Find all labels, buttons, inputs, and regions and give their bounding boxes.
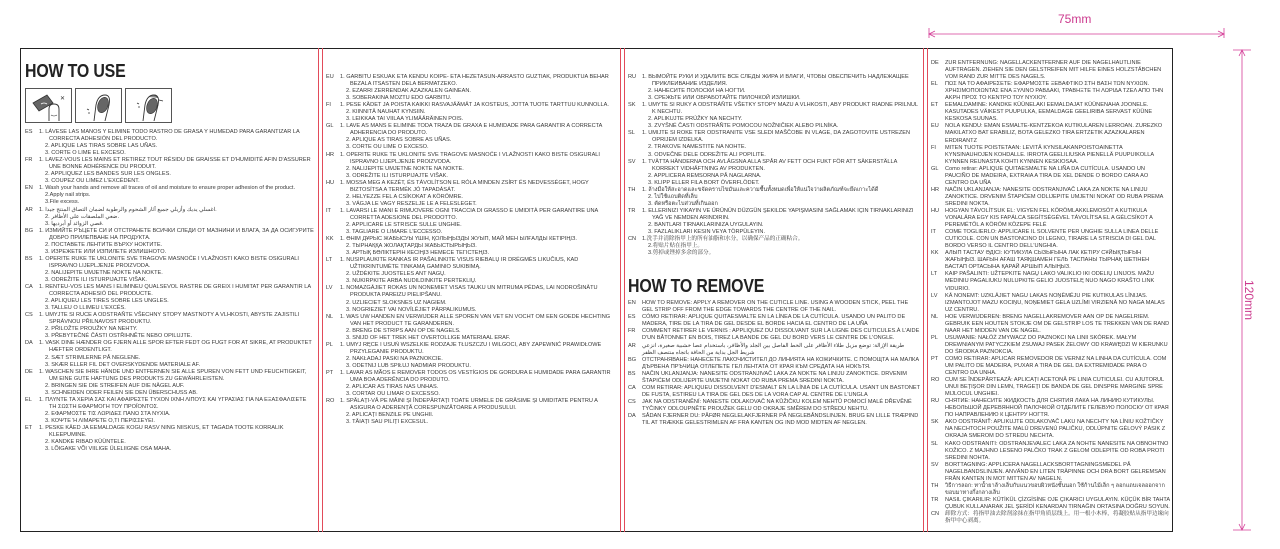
language-code: BG: [25, 227, 34, 234]
instruction-step: 2.将贴片贴在指甲上。: [648, 243, 704, 250]
removal-text: CUM SE ÎNDEPĂRTEAZĂ: APLICAȚI ACETONĂ PE LINIA CUTICULEI. CU AJUTORUL UNUI BEȚIȘOR DIN LEMN, TRAGEȚI DE BANDA DE GEL DINSPRE MARGINE SPRE MIJLOCUL UNGHIEI.: [945, 377, 1164, 398]
removal-text: JAK NA ODSTRANĚNÍ: NANESTE ODLAKOVAČ NA KŮŽIČKU KOLEM NEHTŮ POMOCÍ MALÉ DŘEVĚNÉ TYČINKY ODLOUPNĚTE PROUŽEK GELU OD OKRAJE SMĚREM DO STŘEDU NEHTU.: [642, 398, 912, 412]
instruction-step: 3. SCHNEIDEN ODER FEILEN SIE DEN ÜBERSCHUSS AB.: [45, 389, 198, 396]
instruction-step: 2. NAKŁADAJ PASKI NA PAZNOKCIE.: [346, 355, 443, 362]
language-code: ET: [931, 102, 939, 109]
removal-text: CÓMO RETIRAR: APLIQUE QUITAESMALTE EN LA LÍNEA DE LA CUTÍCULA. USANDO UN PALITO DE MADERA, TIRE DE LA TIRA DE GEL DESDE EL BORDE HACIA EL CENTRO DE LA UÑA: [642, 314, 906, 328]
instruction-step: 3. TAGLIARE O LIMARE L'ECCESSO.: [346, 229, 443, 236]
instruction-step: 2. KANDKE RIBAD KÜÜNTELE.: [45, 439, 126, 446]
removal-entry: [931, 271, 1171, 292]
fold-line: [620, 48, 625, 532]
instruction-step: 3. FAZLALIKLARI KESIN VEYA TÖRPÜLEYIN.: [648, 229, 765, 236]
removal-text: NASIL ÇIKARILIR: KÜTİKÜL ÇİZGİSİNE OJE ÇIKARICI UYGULAYIN. KÜÇÜK BİR TAHTA ÇUBUK KULLANARAK JEL ŞERİDİ KENARDAN TIRNAĞIN ORTASINA DOĞRU SOYUN.: [945, 496, 1170, 510]
language-code: NL: [931, 313, 939, 320]
instruction-icons: [25, 88, 315, 123]
apply-strip-icon: [75, 88, 122, 123]
removal-entry: [628, 300, 920, 314]
instruction-step: 3. قصي الزوائد أو أبرديها.: [45, 220, 104, 227]
language-code: DA: [25, 340, 33, 347]
instruction-step: 3. АРТЫҚ БӨЛІКТЕРІН КЕСІҢІЗ НЕМЕСЕ ТЕГІСТЕҢІЗ.: [346, 250, 489, 257]
instruction-step: 3. ΚΟΨΤΕ Ή ΛΙΜΑΡΕΤΕ Ο,ΤΙ ΠΕΡΙΣΣΕΥΕΙ.: [45, 417, 155, 424]
removal-entry: [628, 413, 920, 427]
language-code: SK: [628, 102, 636, 109]
instruction-entry: [326, 398, 616, 426]
language-code: PT: [326, 369, 334, 376]
instruction-step: 3. ИЗРЕЖЕТЕ ИЛИ ИЗПИЛЕТЕ ИЗЛИШНОТО.: [45, 248, 167, 255]
instruction-entry: [326, 342, 616, 370]
instruction-step: 2. BANTLARI TIRNAKLARINIZA UYGULAYIN.: [648, 221, 764, 228]
language-code: SL: [628, 130, 635, 137]
removal-text: HOE VERWIJDEREN: BRENG NAGELLAKREMOVER AAN OP DE NAGELRIEM. GEBRUIK EEN HOUTEN STOKJE OM DE GELSTRIP LOS TE TREKKEN VAN DE RAND NAAR HET MIDDEN VAN DE NAGEL.: [945, 313, 1170, 334]
how-to-remove-title: HOW TO REMOVE: [628, 275, 765, 297]
instruction-step: 2. ΕΦΑΡΜΟΣΤΕ ΤΙΣ ΛΩΡΙΔΕΣ ΠΑΝΩ ΣΤΑ ΝΥΧΙΑ.: [45, 410, 171, 417]
removal-text: HOW TO REMOVE: APPLY A REMOVER ON THE CUTICLE LINE. USING A WOODEN STICK, PEEL THE GEL STRIP OFF FROM THE EDGE TOWARDS THE CENTRE OF THE NAIL.: [642, 300, 909, 314]
instruction-step: 1. ӨНІМ ДҰРЫС ЖАБЫСУЫ ҮШІН, ҚОЛЫҢЫЗДЫ ЖУЫП, МАЙ МЕН ЫЛҒАЛДЫ КЕТІРІҢІЗ.: [340, 236, 577, 243]
language-code: EN: [628, 300, 636, 307]
language-code: LT: [931, 271, 938, 278]
instruction-entry: [25, 157, 315, 185]
removal-text: COMMENT RETIRER LE VERNIS : APPLIQUEZ DU DISSOLVANT SUR LA LIGNE DES CUTICULES.À L'AIDE D'UN BÂTONNET EN BOIS, TIREZ LA BANDE DE GEL DU BORD VERS LE CENTRE DE L'ONGLE.: [642, 328, 920, 342]
instruction-entry: [628, 236, 920, 257]
panel-4: [931, 50, 1171, 530]
instruction-entry: [628, 130, 920, 158]
removal-text: طريقة الإزالة: توضع مزيل طلاء الأظافر على الخط الفاصل بين الجلد والأظافر، باستخدام عصا خشبية صغيرة، انزعي شريط الجل بداية من الحافة باتجاه منتصف الظفر: [642, 342, 905, 356]
instruction-step: 3. CORTAR OU LIMAR O EXCESSO.: [346, 391, 440, 398]
removal-text: EEMALDAMINE: KANDKE KÜÜNELAKI EEMALDAJAT KÜÜNENAHA JOONELE. KASUTADES VÄIKEST PUUPULKA, EEMALDAGE GEELIRIBA SERVAST KÜÜNE KESKOSA SUUNAS.: [945, 102, 1153, 123]
instruction-step: 2. NALIJEPITE UMJETNE NOKTE NA NOKTE.: [45, 269, 163, 276]
instruction-entry: [25, 340, 315, 368]
instruction-step: 1. LAVEZ-VOUS LES MAINS ET RETIREZ TOUT RÉSIDU DE GRAISSE ET D'HUMIDITÉ AFIN D'ASSURER UNE BONNE ADHÉRENCE DU PRODUIT.: [39, 157, 311, 171]
instruction-step: 3. SKÆR ELLER FIL DET OVERSKYDENDE MATERIALE AF.: [45, 361, 201, 368]
language-code: KK: [326, 236, 334, 243]
instruction-entry: [326, 102, 616, 123]
removal-entry: [931, 187, 1171, 208]
instruction-step: 3. ODVEČNE DELE ODREŽITE ALI POPILITE.: [648, 151, 766, 158]
language-code: TH: [931, 482, 939, 489]
language-code: FI: [326, 102, 331, 109]
removal-text: АЛЫП ТАСТАУ ӘДІСІ: КУТИКУЛА СЫЗЫҒЫНА ЛАК КЕТІРУ СҰЙЫҚТЫҒЫН ЖАҒЫҢЫЗ. ШАҒЫН АҒАШ ТАЯҚШАМЕН ГЕЛЬ ТАСПАНЫ ТЫРНАҚ ШЕТІНЕН БАСТАП ОРТАСЫНА ҚАРАЙ АРШЫП АЛЫҢЫЗ.: [945, 250, 1150, 271]
instruction-entry: [25, 129, 315, 157]
instruction-entry: [628, 159, 920, 187]
language-code: PL: [931, 334, 938, 341]
instruction-entry: [326, 257, 616, 285]
removal-text: ΠΩΣ ΝΑ ΤΟ ΑΦΑΙΡΕΣΕΤΕ: ΕΦΑΡΜΟΣΤΕ ΞΕΒΑΦΤΙΚΟ ΣΤΗ ΒΑΣΗ ΤΩΝ ΝΥΧΙΩΝ. ΧΡΗΣΙΜΟΠΟΙΩΝΤΑΣ ΕΝΑ ΞΥΛΙΝΟ ΡΑΒΔΑΚΙ, ΤΡΑΒΗΞΤΕ ΤΗ ΛΩΡΙΔΑ ΤΖΕΛ ΑΠΟ ΤΗΝ ΑΚΡΗ ΠΡΟΣ ΤΟ ΚΕΝΤΡΟ ΤΟΥ ΝΥΧΙΟΥ.: [945, 81, 1164, 102]
instruction-step: 3. SNIJD OF HET TREK HET OVERTOLLIGE MATERIAAL ERAF.: [346, 334, 511, 341]
language-code: RO: [326, 398, 335, 405]
instruction-step: 3. ZVYŠNÉ ČASTI ODSTRÁŇTE POMOCOU NOŽNIČIEK ALEBO PILNÍKA.: [648, 123, 839, 130]
svg-text:✕: ✕: [59, 95, 65, 102]
instruction-step: 3. KLIPP ELLER FILA BORT ÖVERFLÖDET.: [648, 179, 760, 186]
instruction-step: 1. VASK DINE HÆNDER OG FJERN ALLE SPOR EFTER FEDT OG FUGT FOR AT SIKRE, AT PRODUKTET HÆFTER ORDENTLIGT.: [39, 340, 312, 354]
removal-text: HOGYAN TÁVOLÍTSUK EL: VIGYEN FEL KÖRÖMLAKKLEMOSÓT A KUTIKULA VONALÁRA EGY KIS FAPÁLCA SEGÍTSÉGÉVEL TÁVOLÍTSA EL A GÉLCSÍKOT A PEREMÉTŐL A KÖRÖM KÖZEPE FELÉ: [945, 207, 1153, 229]
removal-text: วิธีการลอก: ทาน้ำยาล้างเล็บกับแนวขอบผิวหนังชั้นนอก ใช้ก้านไม้เล็ก ๆ ลอกแถบเจลออกจากขอบมาทางกึ่งกลางเล็บ: [945, 482, 1165, 496]
removal-text: AKO ODSTRÁNIŤ: APLIKUJTE ODLAKOVAČ LAKU NA NECHTY NA LÍNIU KOŽTIČKY NA NECHTOCH POUŽITE MALÚ DREVENÚ PALIČKU, ODLÚPNITE GÉLOVÝ PÁSIK Z OKRAJA SMEROM DO STREDU NECHTA.: [945, 419, 1166, 440]
language-code: BG: [628, 356, 637, 363]
language-code: LV: [326, 285, 333, 292]
instruction-step: 1. LÁVESE LAS MANOS Y ELIMINE TODO RASTRO DE GRASA Y HUMEDAD PARA GARANTIZAR LA CORRECTA ADHESIÓN DEL PRODUCTO.: [39, 129, 300, 143]
removal-text: ОТСТРАНЯВАНЕ: НАНЕСЕТЕ ЛАКОЧИСТИТЕЛ ДО ЛИНИЯТА НА КОЖИЧКИТЕ. С ПОМОЩТА НА МАЛКА ДЪРВЕНА ПРЪЧИЦА ОТЛЕПЕТЕ ГЕЛ ЛЕНТАТА ОТ КРАЯ КЪМ СРЕДАТА НА НОКЪТЯ.: [642, 356, 920, 370]
language-code: EN: [25, 185, 33, 192]
instruction-step: 1. ล้างมือให้สะอาดและขจัดคราบไขมันและความชื้นทั้งหมดเพื่อให้แน่ใจว่าผลิตภัณฑ์จะยึดเกาะได้ดี: [642, 186, 879, 193]
removal-entry: [931, 497, 1171, 511]
instruction-step: 1. UMYJ RĘCE I USUŃ WSZELKIE RODZAJE TŁUSZCZU I WILGOCI, ABY ZAPEWNIĆ PRAWIDŁOWE PRZYLEGANIE PRODUKTU.: [340, 341, 602, 355]
instruction-entry: [326, 208, 616, 236]
instruction-step: 2. ТЫРНАҚҚА ЖОЛАҚТАРДЫ ЖАБЫСТЫРЫҢЫЗ.: [346, 243, 477, 250]
height-dimension: [1230, 48, 1260, 532]
language-code: TR: [628, 207, 636, 214]
instruction-step: 3. PŘEBYTEČNÉ ČÁSTI OSTŘIHNĚTE NEBO OPILUJTE.: [45, 333, 193, 340]
removal-entry: [931, 462, 1171, 483]
language-code: CA: [628, 384, 636, 391]
instruction-step: 3. COUPEZ OU LIMEZ L'EXCÉDENT.: [45, 178, 140, 185]
instruction-step: 1. ELLERINIZI YIKAYIN VE ÜRÜNÜN DÜZGÜN ŞEKILDE YAPIŞMASINI SAĞLAMAK IÇIN TIRNAKLARINIZI YAĞ VE NEMDEN ARINDIRIN.: [642, 207, 914, 221]
height-label: 120mm: [1242, 280, 1256, 321]
instruction-entry: [628, 208, 920, 236]
language-code: DE: [25, 368, 33, 375]
fold-line: [318, 48, 323, 532]
instruction-step: 3. CORTE OU LIME O EXCESO.: [346, 144, 429, 151]
language-code: ET: [25, 424, 33, 431]
instruction-step: 1. LAVAR AS MÃOS E REMOVER TODOS OS VESTÍGIOS DE GORDURA E HUMIDADE PARA GARANTIR UMA BOA ADERÊNCIA DO PRODUTO.: [340, 369, 611, 384]
instruction-entry: [25, 284, 315, 312]
instruction-step: 1. PESKE KÄED JA EEMALDAGE KOGU RASV NING NIISKUS, ET TAGADA TOOTE KORRALIK KLEEPUMINE.: [39, 424, 284, 439]
instruction-step: 1. LAVE AS MANS E ELIMINE TODA TRAZA DE GRAXA E HUMIDADE PARA GARANTIR A CORRECTA ADHERENCIA DO PRODUTO.: [340, 123, 603, 137]
removal-entry: [931, 419, 1171, 440]
instruction-entry: [628, 74, 920, 102]
removal-entry: [931, 102, 1171, 123]
removal-text: BORTTAGNING: APPLICERA NAGELLACKSBORTTAGNINGSMEDEL PÅ NAGELBANDSLINJEN. ANVÄND EN LITEN TRÄPINNE OCH DRA BORT GELREMSAN FRÅN KANTEN IN MOT MITTEN AV NAGELN.: [945, 461, 1166, 482]
language-code: EL: [931, 81, 938, 88]
language-code: DE: [931, 60, 939, 66]
instruction-step: 1. OPERITE RUKE TE UKLONITE SVE TRAGOVE MASNOĆE I VLAŽNOSTI KAKO BISTE OSIGURALI ISPRAVNO LIJEPLJENJE PROIZVODA.: [39, 255, 299, 269]
instruction-step: 1. اغسلي يديك وأزيلي جميع آثار الشحوم والرطوبة لضمان التصاق المنتج جيدا.: [39, 206, 217, 213]
how-to-use-instructions: [628, 74, 920, 257]
instruction-step: 1.洗手并清除指甲上的所有油脂和水分，以确保产品的正确粘合。: [642, 236, 804, 243]
removal-entry: [931, 60, 1171, 81]
language-code: CN: [628, 236, 637, 243]
instruction-entry: [326, 123, 616, 151]
language-code: BS: [628, 370, 636, 377]
removal-entry: [628, 314, 920, 328]
instruction-step: 2. APPLIQUEZ LES BANDES SUR LES ONGLES.: [45, 171, 171, 178]
removal-text: ZUR ENTFERNUNG: NAGELLACKENTFERNER AUF DIE NAGELHAUTLINIE AUFTRAGEN. ZIEHEN SIE DEN GELSTREIFEN MIT HILFE EINES HOLZSTÄBCHEN VOM RAND ZUR MITTE DES NAGELS.: [945, 60, 1162, 81]
instruction-step: 1. SPĂLAȚI-VĂ PE MÂINI ȘI ÎNDEPĂRTAȚI TOATE URMELE DE GRĂSIME ȘI UMIDITATE PENTRU A ASIGURA O ADERENȚĂ CORESPUNZĂTOARE A PRODUSULUI.: [340, 398, 598, 412]
language-code: KK: [931, 250, 939, 257]
removal-entry: [931, 314, 1171, 335]
removal-text: NOLA KENDU: EMAN ESMALTE-KENTZEKOA KUTIKULAREN LERROAN. ZUREZKO MAKILATXO BAT ERABILIZ, BOTA GELEZKO TIRA ERTZETIK AZAZKALAREN ERDIRANTZ: [945, 123, 1163, 144]
width-label: 75mm: [1058, 12, 1092, 26]
instruction-step: 1. NUSIPLAUKITE RANKAS IR PAŠALINKITE VISUS RIEBALŲ IR DRĖGMĖS LIKUČIUS, KAD UŽTIKRINTUMĖTE TINKAMĄ GAMINIO SUKIBIMĄ.: [340, 257, 579, 271]
removal-entry: [931, 398, 1171, 419]
removal-text: USUWANIE: NAŁÓŻ ZMYWACZ DO PAZNOKCI NA LINII SKÓREK. MAŁYM DREWNIANYM PATYCZKIEM ZSUWAJ PASEK ŻELOWY OD KRAWĘDZI W KIERUNKU DO ŚRODKA PAZNOKCIA.: [945, 334, 1168, 355]
language-code: RU: [628, 74, 637, 80]
instruction-entry: [25, 397, 315, 425]
removal-entry: [931, 208, 1171, 229]
removal-entry: [931, 229, 1171, 250]
removal-text: KAIP PAŠALINTI: UŽTEPKITE NAGŲ LAKO VALIKLIO IKI ODELIŲ LINIJOS. MAŽU MEDINIU PAGALIUKU NULUPKITE GELIO JUOSTELĘ NUO NAGO KRAŠTO LINK VIDURIO.: [945, 271, 1155, 292]
instruction-step: 3.剪掉或锉掉多余的部分。: [648, 250, 715, 257]
removal-text: COMO RETIRAR: APLICAR REMOVEDOR DE VERNIZ NA LINHA DA CUTÍCULA. COM UM PALITO DE MADEIRA, PUXAR A TIRA DE GEL DA EXTREMIDADE PARA O CENTRO DA UNHA.: [945, 355, 1167, 377]
language-code: LV: [931, 292, 938, 299]
language-code: EU: [326, 74, 334, 80]
language-code: HR: [931, 186, 940, 193]
language-code: CA: [25, 284, 33, 291]
language-code: TH: [628, 186, 636, 193]
panel-1: [25, 50, 315, 530]
instruction-step: 3. ODETNIJ LUB SPIŁUJ NADMIAR PRODUKTU.: [346, 362, 471, 369]
instruction-entry: [326, 152, 616, 180]
language-code: FR: [628, 328, 636, 335]
removal-entry: [628, 343, 920, 357]
instruction-step: 3. ODREŽITE ILI ISTURPIJAJTE VIŠAK.: [346, 172, 448, 179]
instruction-step: 2. BRENG DE STRIPS AAN OP DE NAGELS.: [346, 327, 461, 334]
instruction-entry: [326, 180, 616, 208]
instruction-step: 2. HELYEZZE FEL A CSÍKOKAT A KÖRÖMRE.: [346, 193, 463, 200]
instruction-entry: [628, 187, 920, 208]
removal-entry: [931, 441, 1171, 462]
language-code: HR: [326, 151, 335, 158]
how-to-remove-instructions: [628, 300, 920, 427]
instruction-step: 1. ΠΛΥΝΤΕ ΤΑ ΧΕΡΙΑ ΣΑΣ ΚΑΙ ΑΦΑΙΡΕΣΤΕ ΤΥΧΟΝ ΙΧΝΗ ΛΙΠΟΥΣ ΚΑΙ ΥΓΡΑΣΙΑΣ ΓΙΑ ΝΑ ΕΞΑΣΦΑΛΙΣΕΤΕ ΤΗ ΣΩΣΤΗ ΕΦΑΡΜΟΓΗ ΤΟΥ ΠΡΟΪΟΝΤΟΣ.: [39, 396, 307, 410]
instruction-step: 2. ПОСТАВЕТЕ ЛЕНТИТЕ ВЪРХУ НОКТИТЕ.: [45, 241, 163, 248]
language-code: SL: [931, 440, 938, 447]
language-code: ES: [628, 314, 636, 321]
removal-text: MITEN TUOTE POISTETAAN: LEVITÄ KYNSILAKANPOISTOAINETTA KYNSINAUHOJEN KOHDALLE. IRROTA GEELILIUSKA PIENELLÄ PUUPUIKOLLA KYNNEN REUNASTA KOHTI KYNNEN KESKIOSAA.: [945, 144, 1154, 165]
instruction-step: 2. APPLICARE LE STRISCE SULLE UNGHIE.: [346, 221, 462, 228]
language-code: IT: [326, 207, 331, 214]
instruction-step: 1. LAVARSI LE MANI E RIMUOVERE OGNI TRACCIA DI GRASSO E UMIDITÀ PER GARANTIRE UNA CORRETTA ADESIONE DEL PRODOTTO.: [340, 207, 598, 221]
instruction-step: 3. NOGRIEZIET VAI NOVĪLĒJIET PĀRPALIKUMUS.: [346, 306, 477, 313]
removal-text: COME TOGLIERLO: APPLICARE IL SOLVENTE PER UNGHIE SULLA LINEA DELLE CUTICOLE. CON UN BASTONCINO DI LEGNO, TIRARE LA STRISCIA DI GEL DAL BORDO VERSO IL CENTRO DELL'UNGHIA.: [945, 229, 1159, 250]
language-code: CN: [931, 511, 940, 517]
removal-entry: [931, 250, 1171, 271]
instruction-step: 3.File excess.: [45, 199, 80, 206]
removal-entry: [931, 166, 1171, 187]
instruction-step: 2. UZLIECIET SLOKSNES UZ NAGIEM.: [346, 299, 447, 306]
language-code: CS: [628, 398, 636, 405]
instruction-step: 3. SOBERAKINA MOZTU EDO GARBITU.: [346, 95, 452, 102]
instruction-step: 1. UMYTE SI RUKY A ODSTRÁŇTE VŠETKY STOPY MAZU A VLHKOSTI, ABY PRODUKT RIADNE PRILNUL K NECHTU.: [642, 102, 918, 116]
language-code: RO: [931, 377, 940, 384]
language-code: RU: [931, 398, 940, 405]
instruction-step: 2. APLIKUJTE PRÚŽKY NA NECHTY.: [648, 116, 743, 123]
instruction-step: 2. APLICAR AS TIRAS NAS UNHAS.: [346, 384, 439, 391]
instruction-step: 1. UMIJTE SI ROKE TER ODSTRANITE VSE SLEDI MAŠČOBE IN VLAGE, DA ZAGOTOVITE USTREZEN OPRIJEM IZDELKA.: [642, 130, 911, 144]
instruction-step: 2. TRAKOVE NAMESTITE NA NOHTE.: [648, 144, 747, 151]
instruction-step: 3. TĂIAȚI SAU PILIȚI EXCESUL.: [346, 419, 429, 426]
instruction-step: 1. WAS UW HANDEN EN VERWIJDER ALLE SPOREN VAN VET EN VOCHT OM EEN GOEDE HECHTING VAN HET PRODUCT TE GARANDEREN.: [340, 313, 611, 327]
language-code: AR: [628, 342, 636, 349]
instruction-step: 2. APLIQUE AS TIRAS SOBRE AS UÑAS.: [346, 137, 452, 144]
instruction-step: 2. APLIQUE LAS TIRAS SOBRE LAS UÑAS.: [45, 143, 158, 150]
language-code: AR: [25, 206, 33, 213]
instruction-step: 1. GARBITU ESKUAK ETA KENDU KOIPE- ETA HEZETASUN-ARRASTO GUZTIAK, PRODUKTUA BEHAR BEZALA ITSASTEN DELA BERMATZEKO.: [340, 74, 609, 88]
language-code: GL: [931, 165, 939, 172]
language-code: EU: [931, 123, 939, 130]
instruction-step: 1. Wash your hands and remove all traces of oil and moisture to ensure proper adhesion of the product.: [39, 185, 296, 192]
instruction-step: 1. ИЗМИЙТЕ РЪЦЕТЕ СИ И ОТСТРАНЕТЕ ВСИЧКИ СЛЕДИ ОТ МАЗНИНИ И ВЛАГА, ЗА ДА ОСИГУРИТЕ ДОБРО ПРИЛЕПВАНЕ НА ПРОДУКТА.: [39, 227, 314, 241]
instruction-entry: [326, 74, 616, 102]
removal-entry: [931, 145, 1171, 166]
removal-text: СНЯТИЕ: НАНЕСИТЕ ЖИДКОСТЬ ДЛЯ СНЯТИЯ ЛАКА НА ЛИНИЮ КУТИКУЛЫ. НЕБОЛЬШОЙ ДЕРЕВЯННОЙ ПАЛОЧКОЙ ОТДЕЛИТЕ ГЕЛЕВУЮ ПОЛОСКУ ОТ КРАЯ ПО НАПРАВЛЕНИЮ К ЦЕНТРУ НОГТЯ.: [945, 398, 1169, 419]
instruction-entry: [25, 312, 315, 340]
instruction-entry: [326, 314, 616, 342]
removal-entry: [628, 385, 920, 399]
instruction-step: 1. MOSSA MEG A KEZÉT, ÉS TÁVOLÍTSON EL RÓLA MINDEN ZSÍRT ÉS NEDVESSÉGET, HOGY BIZTOSÍTSA A TERMÉK JÓ TAPADÁSÁT.: [340, 179, 589, 193]
instruction-step: 3. NUKIRPKITE ARBA NUDILDINKITE PERTEKLIŲ.: [346, 278, 477, 285]
language-code: CS: [25, 312, 33, 319]
instruction-step: 1. WASCHEN SIE IHRE HÄNDE UND ENTFERNEN SIE ALLE SPUREN VON FETT UND FEUCHTIGKEIT, UM EINE GUTE HAFTUNG DES PRODUKTS ZU GEWÄHRLEISTEN.: [39, 368, 307, 382]
instruction-step: 2. KIINNITÄ NAUHAT KYNSIIN.: [346, 109, 426, 116]
removal-text: COM RETIRAR: APLIQUEU DISSOLVENT D'ESMALT EN LA LÍNIA DE LA CUTÍCULA. USANT UN BASTONET DE FUSTA, ESTIREU LA TIRA DE GEL DES DE LA VORA CAP AL CENTRE DE L'UNGLA: [642, 384, 920, 398]
removal-entry: [931, 293, 1171, 314]
how-to-remove-instructions: [931, 60, 1171, 525]
language-code: EL: [25, 396, 32, 403]
instruction-step: 2. ضعي الملصقات على الأظافر.: [45, 213, 120, 220]
instruction-entry: [628, 102, 920, 130]
instruction-step: 2. UŽDĖKITE JUOSTELES ANT NAGŲ.: [346, 271, 446, 278]
file-excess-icon: [125, 88, 172, 123]
instruction-step: 1. TVÄTTA HÄNDERNA OCH AVLÄGSNA ALLA SPÅR AV FETT OCH FUKT FÖR ATT SÄKERSTÄLLA KORREKT VIDHÄFTNING AV PRODUKTEN.: [642, 158, 898, 172]
instruction-step: 2. PŘILOŽTE PROUŽKY NA NEHTY.: [45, 326, 138, 333]
removal-text: KĀ NONEMT: UZKLĀJIET NAGU LAKAS NOŅĒMĒJU PIE KUTIKULAS LĪNIJAS. IZMANTOJOT MAZU KOCIŅU, NOŅEMIET GELA UZLĪMI VIRZIENĀ NO NAGA MALAS UZ CENTRU.: [945, 292, 1165, 313]
language-code: HU: [326, 179, 335, 186]
instruction-step: 2. ไปใช้แถบติดที่เล็บ: [648, 193, 698, 200]
instruction-step: 2. SÆT STRIMLERNE PÅ NEGLENE.: [45, 354, 141, 361]
wipe-nail-icon: [25, 88, 72, 123]
instruction-step: 1. NOMAZGĀJIET ROKAS UN NONEMIET VISAS TAUKU UN MITRUMA PĒDAS, LAI NODROŠINĀTU PRODUKTA PAREIZU PIELIPŠANU.: [340, 285, 598, 299]
removal-entry: [931, 483, 1171, 497]
language-code: HU: [931, 207, 940, 214]
removal-entry: [628, 399, 920, 413]
instruction-entry: [326, 285, 616, 313]
instruction-step: 3. VÁGJA LE VAGY RESZELJE LE A FELESLEGET.: [346, 200, 477, 207]
language-code: FI: [931, 144, 936, 151]
instruction-entry: [25, 425, 315, 453]
instruction-entry: [326, 236, 616, 257]
instruction-entry: [25, 369, 315, 397]
removal-text: SÅDAN FJERNER DU: PÅFØR NEGLELAKFJERNER PÅ NEGLEBÅNDSLINJEN. BRUG EN LILLE TRÆPIND TIL AT TRÆKKE GELESTRIMLEN AF FRA KANTEN OG IND MOD MIDTEN AF NEGLEN.: [642, 412, 919, 427]
instruction-step: 3. CORTE O LIME EL EXCESO.: [45, 150, 126, 157]
instruction-step: 3. СРЕЖЬТЕ ИЛИ ОБРАБОТАЙТЕ ПИЛОЧКОЙ ИЗЛИШКИ.: [648, 95, 801, 102]
how-to-use-instructions: [326, 74, 616, 426]
language-code: SV: [931, 461, 939, 468]
instruction-entry: [25, 207, 315, 228]
removal-text: Como retirar: APLIQUE QUITAESMALTE NA LIÑA DA CUTÍCULA. USANDO UN PAUCIÑO DE MADEIRA, EXTRAIA A TIRA DE XEL DENDE O BORDO CARA AO CENTRO DA UÑA: [945, 165, 1149, 186]
instruction-step: 2. НАНЕСИТЕ ПОЛОСКИ НА НОГТИ.: [648, 88, 746, 95]
instruction-step: 1. RENTEU-VOS LES MANS I ELIMINEU QUALSEVOL RASTRE DE GREIX I HUMITAT PER GARANTIR LA CORRECTA ADHESIÓ DEL PRODUCTE.: [39, 284, 311, 298]
removal-entry: [931, 123, 1171, 144]
removal-entry: [628, 328, 920, 342]
removal-entry: [931, 81, 1171, 102]
instruction-step: 1. UMYJTE SI RUCE A ODSTRAŇTE VŠECHNY STOPY MASTNOTY A VLHKOSTI, ABYSTE ZAJISTILI SPRÁVNOU PŘILNAVOST PRODUKTU.: [39, 312, 300, 326]
language-code: SV: [628, 158, 636, 165]
removal-entry: [628, 357, 920, 371]
language-code: PL: [326, 341, 333, 348]
instruction-step: 2. APPLICERA REMSORNA PÅ NAGLARNA.: [648, 172, 762, 179]
language-code: GL: [326, 123, 334, 130]
language-code: BS: [25, 255, 33, 262]
instruction-entry: [25, 256, 315, 284]
fold-line: [923, 48, 928, 532]
removal-text: NAČIN UKLANJANJA: NANESITE ODSTRANJIVAČ LAKA ZA NOKTE NA LINIJU ZANOKTICE. DRVENIM ŠTAPIĆEM ODLIJEPITE UMJETNI NOKAT OD RUBA PREMA SREDINI NOKTA.: [945, 186, 1164, 207]
instruction-step: 1. ВЫМОЙТЕ РУКИ И УДАЛИТЕ ВСЕ СЛЕДЫ ЖИРА И ВЛАГИ, ЧТОБЫ ОБЕСПЕЧИТЬ НАДЛЕЖАЩЕЕ ПРИКЛЕИВАНИЕ ИЗДЕЛИЯ.: [642, 74, 909, 88]
instruction-step: 1. PESE KÄDET JA POISTA KAIKKI RASVAJÄÄMÄT JA KOSTEUS, JOTTA TUOTE TARTTUU KUNNOLLA.: [340, 102, 609, 109]
panel-3: [628, 50, 920, 530]
instruction-step: 2.Apply nail strips.: [45, 192, 91, 199]
instruction-step: 3. ODREŽITE ILI ISTURPIJAJTE VIŠAK.: [45, 276, 147, 283]
language-code: FR: [25, 157, 33, 164]
removal-entry: [931, 511, 1171, 525]
instruction-step: 2. APLICAȚI BENZILE PE UNGHII.: [346, 412, 434, 419]
language-code: TR: [931, 496, 939, 503]
instruction-step: 3. TALLEU O LLIMEU L'EXCÉS.: [45, 305, 126, 312]
language-code: PT: [931, 355, 939, 362]
instruction-entry: [25, 228, 315, 256]
instruction-step: 2. EZARRI ZERRENDAK AZAZKALEN GAINEAN.: [346, 88, 471, 95]
language-code: ES: [25, 129, 33, 135]
width-dimension: [928, 12, 1225, 38]
removal-text: 卸除方式：将指甲油去除剂涂抹在指甲角质层线上。用一根小木棒，将凝胶贴从指甲边缘向指甲中心剥离。: [945, 511, 1169, 525]
language-code: NL: [326, 313, 334, 320]
removal-text: KAKO ODSTRANITI: ODSTRANJEVALEC LAKA ZA NOHTE NANESITE NA OBNOHTNO KOŽICO. Z MAJHNO LESENO PALČKO TRAK Z GELOM ODLEPITE OD ROBA PROTI SREDINI NOHTA.: [945, 440, 1169, 461]
instruction-step: 3. ตัดหรือตะไบส่วนที่เกินออก: [648, 200, 718, 207]
instruction-step: 2. BRINGEN SIE DIE STREIFEN AUF DIE NÄGEL AUF.: [45, 382, 185, 389]
removal-entry: [931, 335, 1171, 356]
instruction-step: 2. APLIQUEU LES TIRES SOBRE LES UNGLES.: [45, 298, 169, 305]
removal-entry: [628, 371, 920, 385]
instruction-step: 1. OPERITE RUKE TE UKLONITE SVE TRAGOVE MASNOĆE I VLAŽNOSTI KAKO BISTE OSIGURALI ISPRAVNO LIJEPLJENJE PROIZVODA.: [340, 151, 600, 165]
instruction-step: 3. LEIKKAA TAI VIILAA YLIMÄÄRÄINEN POIS.: [346, 116, 464, 123]
instruction-entry: [326, 370, 616, 398]
removal-entry: [931, 356, 1171, 377]
removal-text: NAČIN UKLANJANJA: NANESITE ODSTRANJIVAČ LAKA ZA NOKTE NA LINIJU ZANOKTICE. DRVENIM ŠTAPIĆEM ODLIJEPITE UMJETNI NOKAT OD RUBA PREMA SREDINI NOKTA.: [642, 370, 907, 384]
language-code: DA: [628, 412, 636, 419]
instruction-step: 2. NALIJEPITE UMJETNE NOKTE NA NOKTE.: [346, 165, 464, 172]
language-code: SK: [931, 419, 939, 426]
how-to-use-title: HOW TO USE: [25, 60, 126, 81]
how-to-use-instructions: [25, 129, 315, 453]
instruction-step: 3. LÕIGAKE VÕI VIILIGE ÜLELIIGNE OSA MAHA.: [45, 446, 172, 453]
panel-2: [326, 50, 616, 530]
removal-entry: [931, 377, 1171, 398]
language-code: IT: [931, 229, 936, 236]
language-code: LT: [326, 257, 333, 264]
instruction-entry: [25, 185, 315, 206]
